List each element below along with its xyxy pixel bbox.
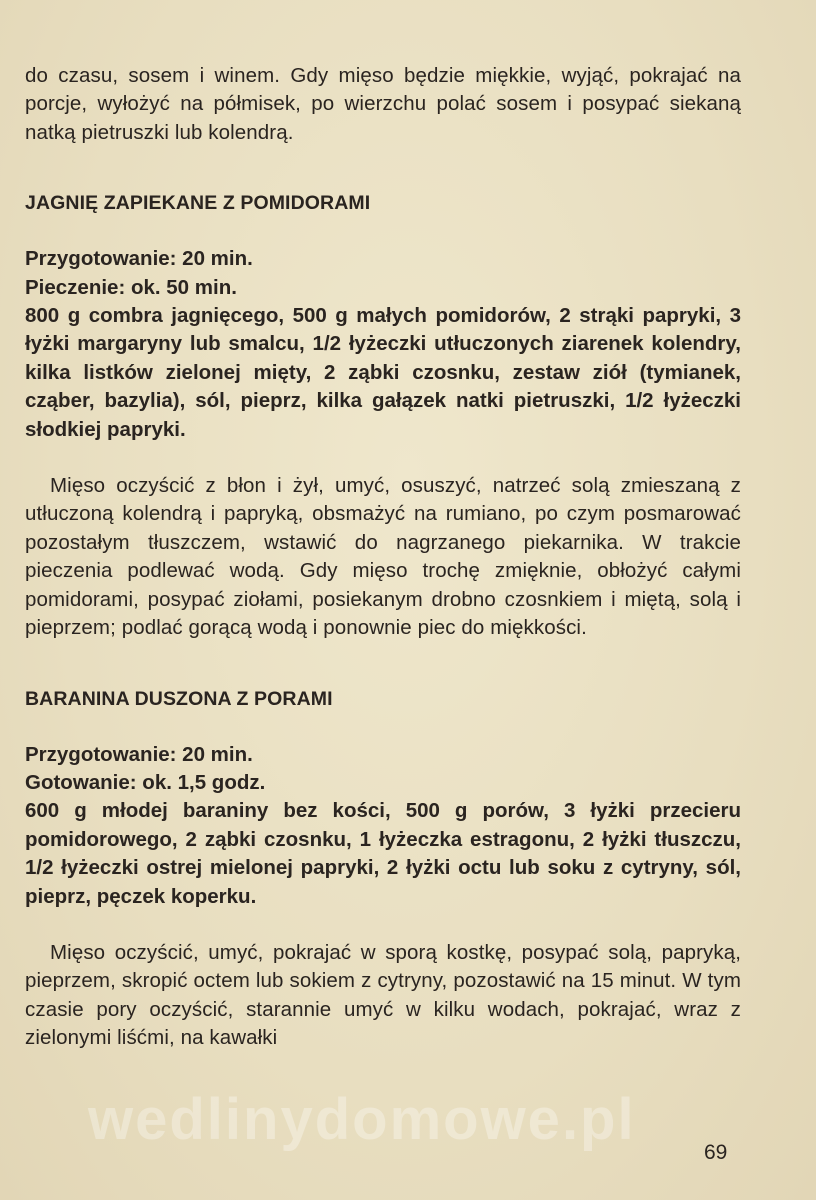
page-number: 69 [704, 1141, 728, 1164]
watermark: wedlinydomowe.pl [88, 1087, 636, 1152]
recipe-lamb-details [25, 245, 741, 444]
recipe-mutton-details [25, 741, 741, 911]
recipe-title-lamb: JAGNIĘ ZAPIEKANE Z POMIDORAMI [25, 192, 371, 215]
page-content [25, 62, 741, 1053]
recipe-lamb-method: Mięso oczyścić z błon i żył, umyć, osuszyć, natrzeć solą zmieszaną z utłuczoną kolendrą i papryką, obsmażyć na rumiano, po czym posmarować pozostałym tłuszczem, wstawić do nagrzanego piekarnika. W trakcie pieczenia podlewać wodą. Gdy mięso trochę zmięknie, obłożyć całymi pomidorami, posypać ziołami, posiekanym drobno czosnkiem i miętą, solą i pieprzem; podlać gorącą wodą i ponownie piec do miękkości. [25, 474, 741, 640]
recipe-lamb-cook-time: Pieczenie: ok. 50 min. [25, 275, 237, 299]
recipe-mutton-method: Mięso oczyścić, umyć, pokrajać w sporą kostkę, posypać solą, papryką, pieprzem, skropić octem lub sokiem z cytryny, pozostawić na 15 minut. W tym czasie pory oczyścić, starannie umyć w kilku wodach, pokrajać, wraz z zielonymi liśćmi, na kawałki [25, 940, 741, 1050]
recipe-title-mutton: BARANINA DUSZONA Z PORAMI [25, 687, 333, 710]
recipe-lamb-prep-time: Przygotowanie: 20 min. [25, 247, 253, 271]
recipe-mutton-cook-time: Gotowanie: ok. 1,5 godz. [25, 770, 266, 794]
intro-paragraph: do czasu, sosem i winem. Gdy mięso będzie miękkie, wyjąć, pokrajać na porcje, wyłożyć na półmisek, po wierzchu polać sosem i posypać siekaną natką pietruszki lub kolendrą. [25, 64, 741, 144]
recipe-lamb-ingredients: 800 g combra jagnięcego, 500 g małych pomidorów, 2 strąki papryki, 3 łyżki margaryny lub smalcu, 1/2 łyżeczki utłuczonych ziarenek kolendry, kilka listków zielonej mięty, 2 ząbki czosnku, zestaw ziół (tymianek, cząber, bazylia), sól, pieprz, kilka gałązek natki pietruszki, 1/2 łyżeczki słodkiej papryki. [25, 304, 741, 441]
recipe-mutton-prep-time: Przygotowanie: 20 min. [25, 742, 253, 766]
recipe-mutton-ingredients: 600 g młodej baraniny bez kości, 500 g porów, 3 łyżki przecieru pomidorowego, 2 ząbki czosnku, 1 łyżeczka estragonu, 2 łyżki tłuszczu, 1/2 łyżeczki ostrej mielonej papryki, 2 łyżki octu lub soku z cytryny, sól, pieprz, pęczek koperku. [25, 799, 741, 908]
